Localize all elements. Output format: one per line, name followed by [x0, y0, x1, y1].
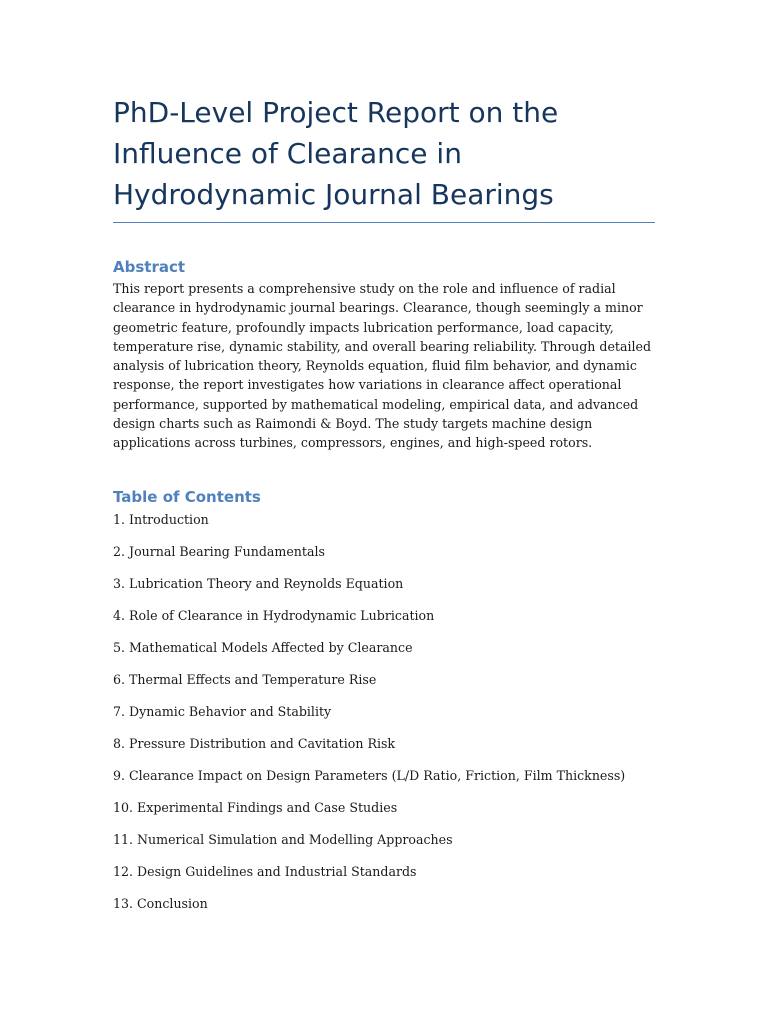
- abstract-paragraph: This report presents a comprehensive study on the role and influence of radial clearance in hydrodynamic journal bearings. Clearance, though seemingly a minor geometric feature, profoundly impacts lubrication performance, load capacity, temperature rise, dynamic stability, and overall bearing reliability. Through detailed analysis of lubrication theory, Reynolds equation, fluid film behavior, and dynamic response, the report investigates how variations in clearance affect operational performance, supported by mathematical modeling, empirical data, and advanced design charts such as Raimondi & Boyd. The study targets machine design applications across turbines, compressors, engines, and high-speed rotors.: [113, 281, 652, 451]
- toc-item-journal-bearing-fundamentals: 2. Journal Bearing Fundamentals: [113, 543, 325, 559]
- toc-item-experimental-findings: 10. Experimental Findings and Case Studies: [113, 799, 398, 815]
- toc-heading: Table of Contents: [113, 487, 261, 506]
- toc-item-design-parameters: 9. Clearance Impact on Design Parameters (L/D Ratio, Friction, Film Thickness): [113, 767, 626, 783]
- toc-item-design-guidelines: 12. Design Guidelines and Industrial Standards: [113, 863, 417, 879]
- toc-item-numerical-simulation: 11. Numerical Simulation and Modelling Approaches: [113, 831, 453, 847]
- abstract-heading: Abstract: [113, 258, 186, 276]
- toc-item-lubrication-theory: 3. Lubrication Theory and Reynolds Equation: [113, 575, 404, 591]
- toc-item-thermal-effects: 6. Thermal Effects and Temperature Rise: [113, 671, 377, 687]
- document-title: PhD-Level Project Report on the Influence of Clearance in Hydrodynamic Journal Bearings: [113, 92, 655, 223]
- toc-item-conclusion: 13. Conclusion: [113, 895, 208, 911]
- toc-item-introduction: 1. Introduction: [113, 511, 209, 527]
- toc-item-pressure-distribution: 8. Pressure Distribution and Cavitation Risk: [113, 735, 396, 751]
- toc-list: [113, 510, 655, 926]
- toc-item-mathematical-models: 5. Mathematical Models Affected by Clearance: [113, 639, 413, 655]
- toc-item-dynamic-behavior: 7. Dynamic Behavior and Stability: [113, 703, 332, 719]
- document-page: [113, 92, 655, 926]
- toc-item-role-of-clearance: 4. Role of Clearance in Hydrodynamic Lubrication: [113, 607, 435, 623]
